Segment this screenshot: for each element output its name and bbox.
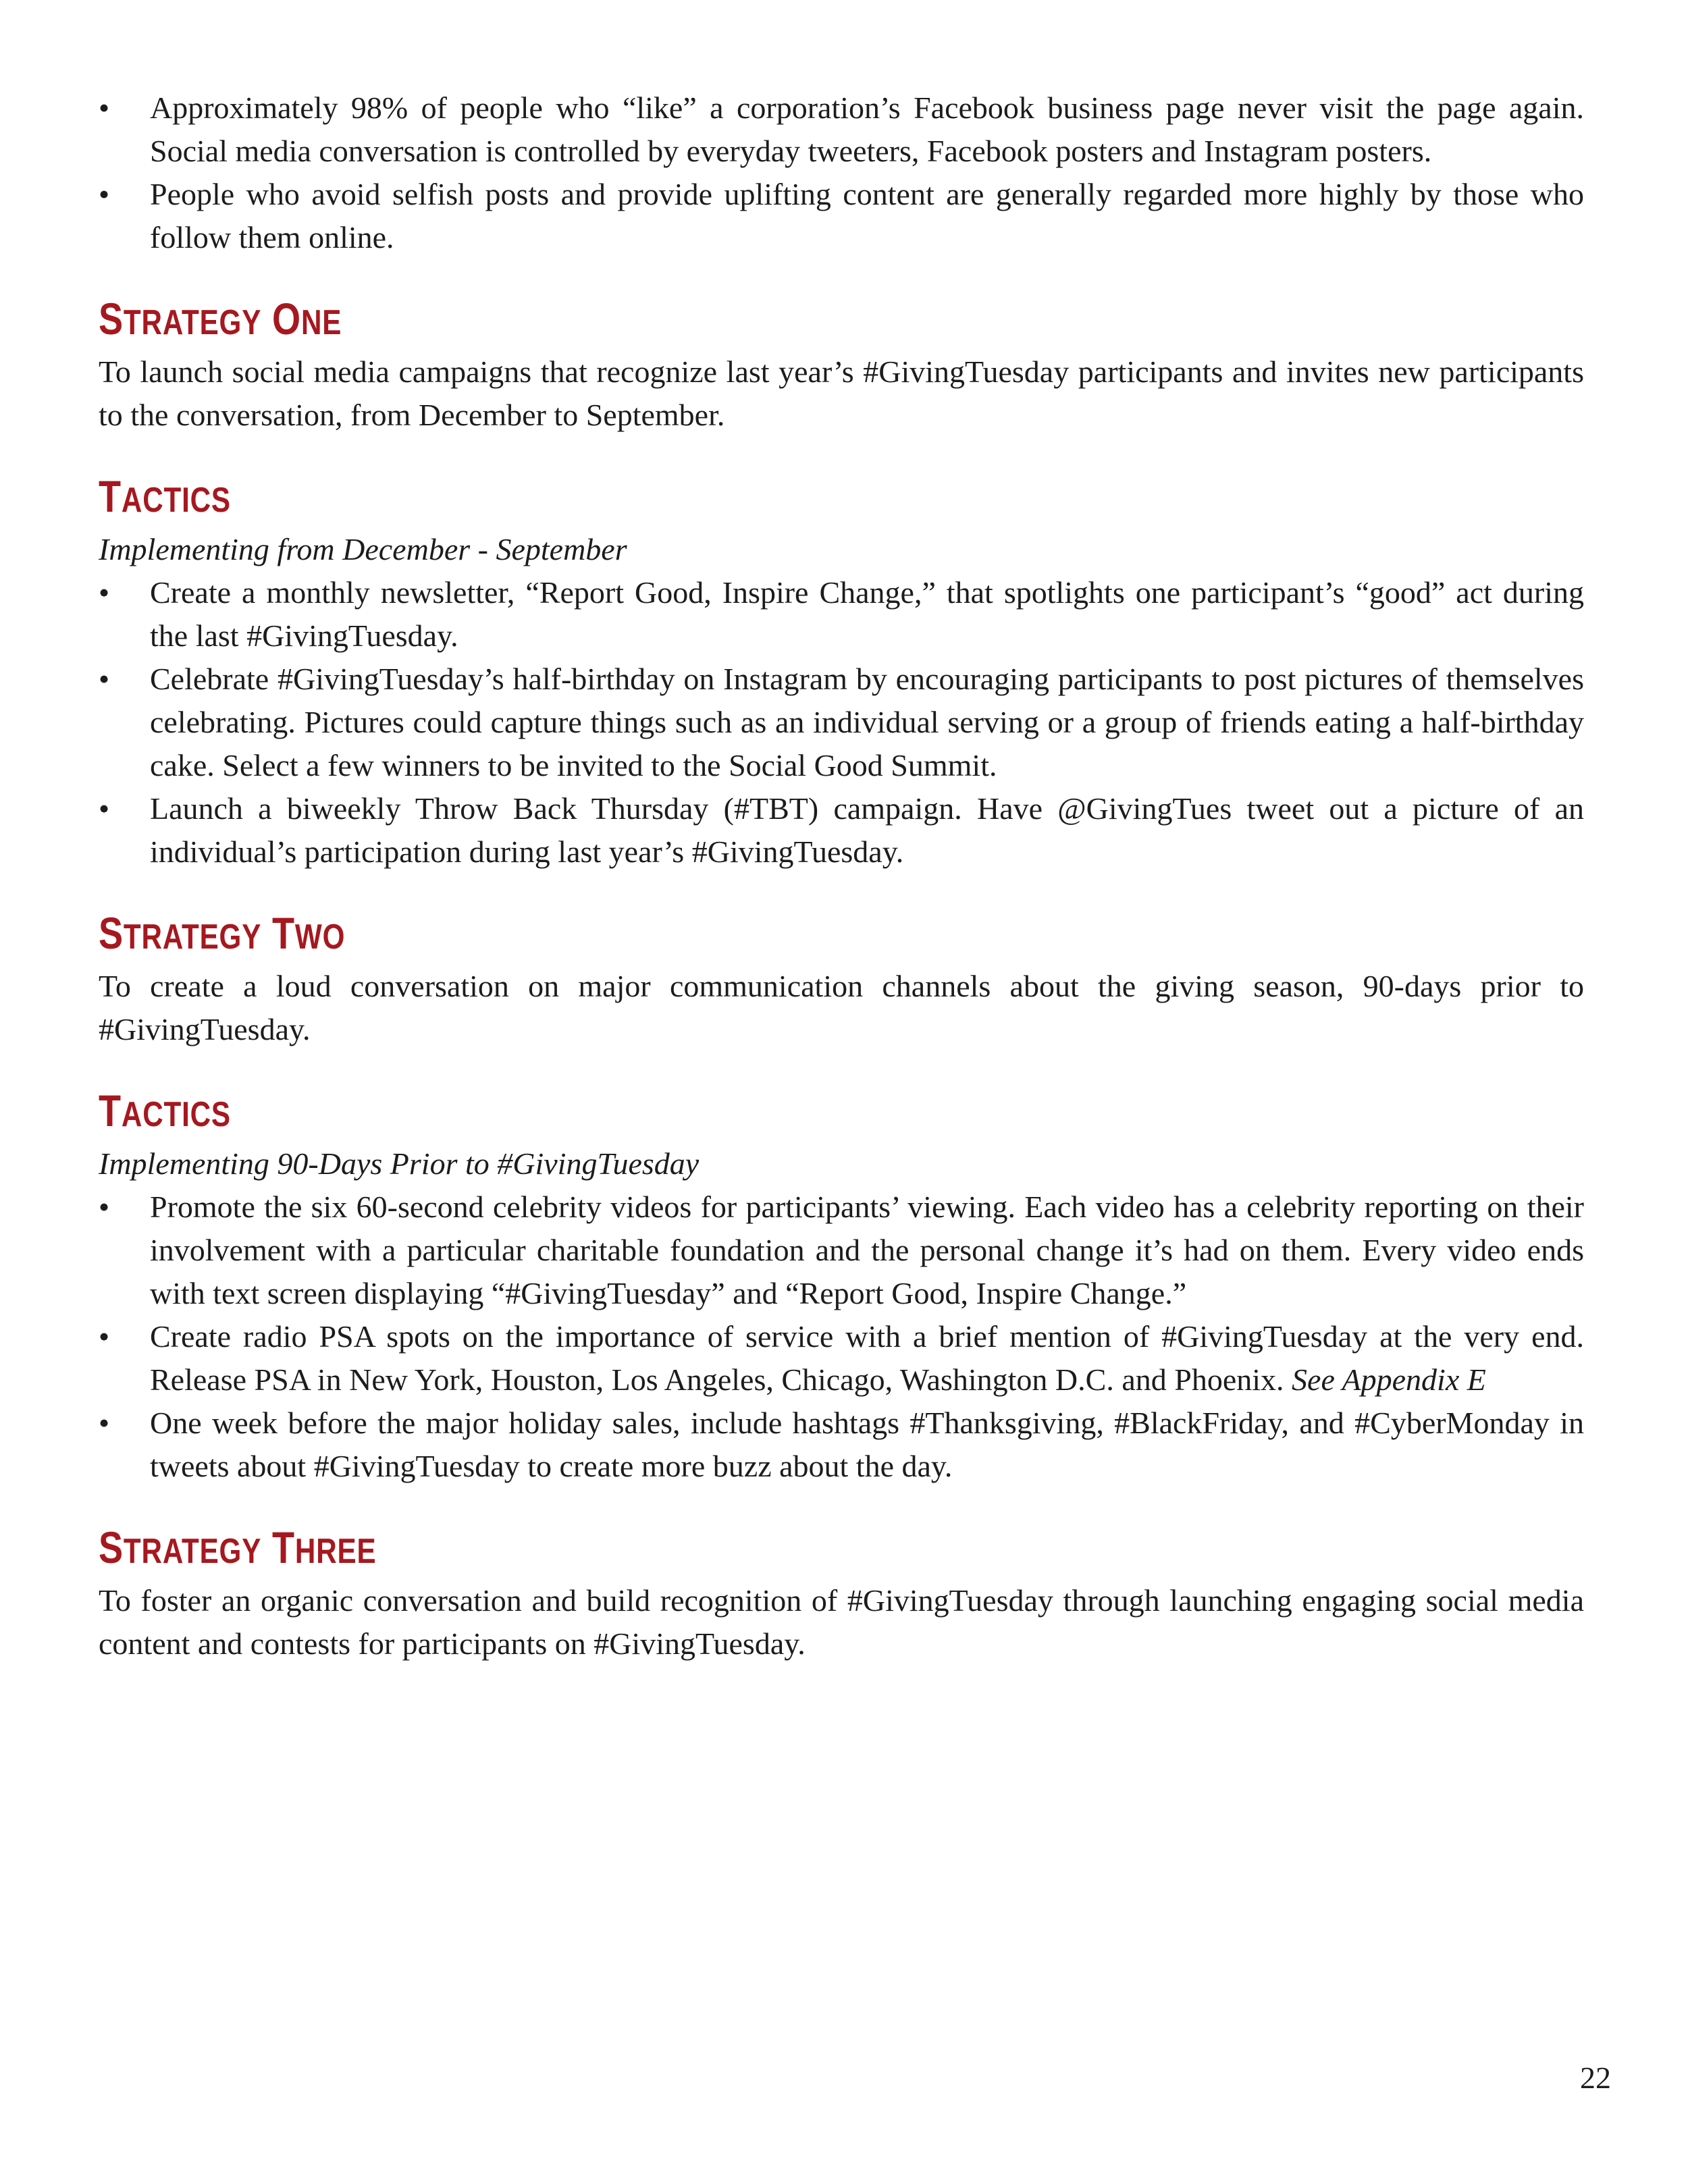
list-item [99, 86, 1584, 173]
strategy-three-text: To foster an organic conversation and build recognition of #GivingTuesday through launching engaging social media content and contests for participants on #GivingTuesday. [99, 1583, 1584, 1661]
tactics-one-bullet-list [99, 571, 1584, 874]
bullet-icon: • [99, 177, 110, 211]
tactics-one-implementing: Implementing from December - September [99, 532, 627, 566]
tactics-two-bullet-list [99, 1186, 1584, 1488]
bullet-text: People who avoid selfish posts and provide uplifting content are generally regarded more highly by those who follow them online. [150, 177, 1584, 255]
tactics-two-heading: TACTICS [99, 1086, 231, 1136]
strategy-two-heading: STRATEGY TWO [99, 908, 346, 958]
bullet-icon: • [99, 1190, 110, 1224]
list-item [99, 1186, 1584, 1315]
bullet-text: Launch a biweekly Throw Back Thursday (#TBT) campaign. Have @GivingTues tweet out a picture of an individual’s participation during last year’s #GivingTuesday. [150, 791, 1584, 869]
bullet-icon: • [99, 1319, 110, 1354]
bullet-icon: • [99, 791, 110, 826]
strategy-one-heading: STRATEGY ONE [99, 294, 342, 344]
bullet-icon: • [99, 662, 110, 696]
bullet-text: Create radio PSA spots on the importance of service with a brief mention of #GivingTuesday at the very end. Release PSA in New York, Houston, Los Angeles, Chicago, Washington D.C. and Phoenix. [150, 1319, 1584, 1397]
tactics-two-implementing: Implementing 90-Days Prior to #GivingTuesday [99, 1146, 700, 1181]
list-item [99, 1402, 1584, 1488]
page-content [99, 86, 1584, 1666]
tactics-one-heading: TACTICS [99, 471, 231, 521]
appendix-reference: See Appendix E [1292, 1362, 1486, 1397]
page-number: 22 [1580, 2060, 1611, 2095]
strategy-three-heading: STRATEGY THREE [99, 1522, 377, 1572]
strategy-one-text: To launch social media campaigns that recognize last year’s #GivingTuesday participants and invites new participants to the conversation, from December to September. [99, 354, 1584, 432]
strategy-two-text: To create a loud conversation on major communication channels about the giving season, 90-days prior to #GivingTuesday. [99, 969, 1584, 1046]
list-item [99, 787, 1584, 874]
list-item [99, 1315, 1584, 1402]
bullet-text: One week before the major holiday sales, include hashtags #Thanksgiving, #BlackFriday, and #CyberMonday in tweets about #GivingTuesday to create more buzz about the day. [150, 1406, 1584, 1483]
list-item [99, 571, 1584, 658]
bullet-icon: • [99, 1406, 110, 1440]
bullet-text: Celebrate #GivingTuesday’s half-birthday on Instagram by encouraging participants to post pictures of themselves celebrating. Pictures could capture things such as an individual serving or a group of friends eating a half-birthday cake. Select a few winners to be invited to the Social Good Summit. [150, 662, 1584, 782]
intro-bullet-list [99, 86, 1584, 259]
bullet-icon: • [99, 575, 110, 610]
bullet-text: Approximately 98% of people who “like” a corporation’s Facebook business page never visit the page again. Social media conversation is controlled by everyday tweeters, Facebook posters and Instagram posters. [150, 90, 1584, 168]
bullet-text: Promote the six 60-second celebrity videos for participants’ viewing. Each video has a celebrity reporting on their involvement with a particular charitable foundation and the personal change it’s had on them. Every video ends with text screen displaying “#GivingTuesday” and “Report Good, Inspire Change.” [150, 1190, 1584, 1310]
bullet-icon: • [99, 90, 110, 125]
list-item [99, 173, 1584, 259]
bullet-text: Create a monthly newsletter, “Report Good, Inspire Change,” that spotlights one participant’s “good” act during the last #GivingTuesday. [150, 575, 1584, 653]
list-item [99, 658, 1584, 787]
